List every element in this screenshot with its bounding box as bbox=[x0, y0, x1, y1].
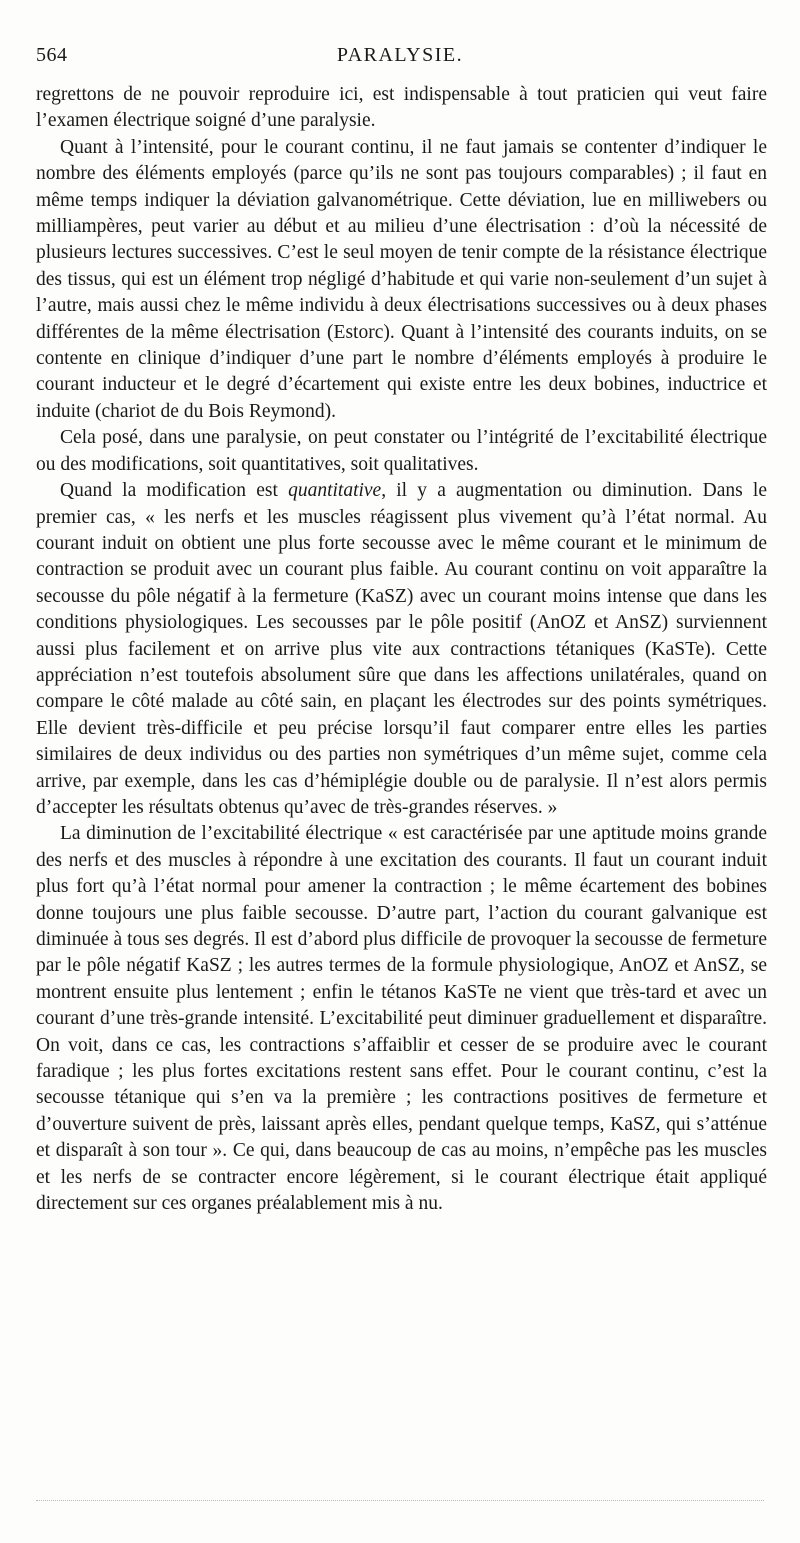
paragraph bbox=[36, 135, 767, 425]
text-segment: Cela posé, dans une paralysie, on peut constater ou l’intégrité de l’excitabilité électrique ou des modifications, soit quantitatives, soit qualitatives. bbox=[36, 427, 767, 475]
text-segment: Quant à l’intensité, pour le courant continu, il ne faut jamais se contenter d’indiquer le nombre des éléments employés (parce qu’ils ne sont pas toujours comparables) ; il faut en même temps indiquer la déviation galvanométrique. Cette déviation, lue en milliwebers ou milliampères, peut varier au début et au milieu d’une électrisation : d’où la nécessité de plusieurs lectures successives. C’est le seul moyen de tenir compte de la résistance électrique des tissus, qui est un élément trop négligé d’habitude et qui varie non-seulement d’un sujet à l’autre, mais aussi chez le même individu à deux électrisations successives ou à deux phases différentes de la même électrisation (Estorc). Quant à l’intensité des courants induits, on se contente en clinique d’indiquer d’une part le nombre d’éléments employés à produire le courant inducteur et le degré d’écartement qui existe entre les deux bobines, inductrice et induite (chariot de du Bois Reymond). bbox=[36, 136, 767, 422]
paragraph bbox=[36, 82, 767, 135]
text-segment: Quand la modification est bbox=[60, 480, 289, 502]
text-segment: , il y a augmentation ou diminution. Dans le premier cas, « les nerfs et les muscles réagissent plus vivement qu’à l’état normal. Au courant induit on obtient une plus forte secousse avec le même courant et le minimum de contraction se produit avec un courant plus faible. Au courant continu on voit apparaître la secousse du pôle négatif à la fermeture (KaSZ) avec un courant moins intense que dans les conditions physiologiques. Les secousses par le pôle positif (AnOZ et AnSZ) surviennent aussi plus facilement et on arrive plus vite aux contractions tétaniques (KaSTe). Cette appréciation n’est toutefois absolument sûre que dans les affections unilatérales, quand on compare le côté malade au côté sain, en plaçant les électrodes sur des points symétriques. Elle devient très-difficile et peu précise lorsqu’il faut comparer entre elles les parties similaires de deux individus ou des parties non symétriques d’un même sujet, comme cela arrive, par exemple, dans les cas d’hémiplégie double ou de paralysie. Il n’est alors permis d’accepter les résultats obtenus qu’avec de très-grandes réserves. » bbox=[36, 480, 767, 818]
text-segment: regrettons de ne pouvoir reproduire ici, est indispensable à tout praticien qui veut faire l’examen électrique soigné d’une paralysie. bbox=[36, 84, 767, 132]
running-head bbox=[36, 44, 764, 74]
paragraph bbox=[36, 821, 767, 1217]
page-number: 564 bbox=[36, 44, 68, 66]
paragraph bbox=[36, 425, 767, 478]
italic-text: quantitative bbox=[288, 480, 382, 502]
page-bottom-rule bbox=[36, 1500, 764, 1501]
body-text bbox=[36, 82, 767, 1217]
text-segment: La diminution de l’excitabilité électrique « est caractérisée par une aptitude moins grande des nerfs et des muscles à répondre à une excitation des courants. Il faut un courant induit plus fort qu’à l’état normal pour amener la contraction ; le même écartement des bobines donne toujours une plus faible secousse. D’autre part, l’action du courant galvanique est diminuée à tous ses degrés. Il est d’abord plus difficile de provoquer la secousse de fermeture par le pôle négatif KaSZ ; les autres termes de la formule physiologique, AnOZ et AnSZ, se montrent ensuite plus lentement ; enfin le tétanos KaSTe ne vient que très-tard et avec un courant d’une très-grande intensité. L’excitabilité peut diminuer graduellement et disparaître. On voit, dans ce cas, les contractions s’affaiblir et cesser de se produire avec le courant faradique ; les plus fortes excitations restent sans effet. Pour le courant continu, c’est la secousse tétanique qui s’en va la première ; les contractions positives de fermeture et d’ouverture suivent de près, laissant après elles, pendant quelque temps, KaSZ, qui s’atténue et disparaît à son tour ». Ce qui, dans beaucoup de cas au moins, n’empêche pas les muscles et les nerfs de se contracter encore légèrement, si le courant électrique était appliqué directement sur ces organes préalablement mis à nu. bbox=[36, 823, 767, 1215]
paragraph bbox=[36, 478, 767, 821]
running-title: PARALYSIE. bbox=[336, 44, 464, 66]
